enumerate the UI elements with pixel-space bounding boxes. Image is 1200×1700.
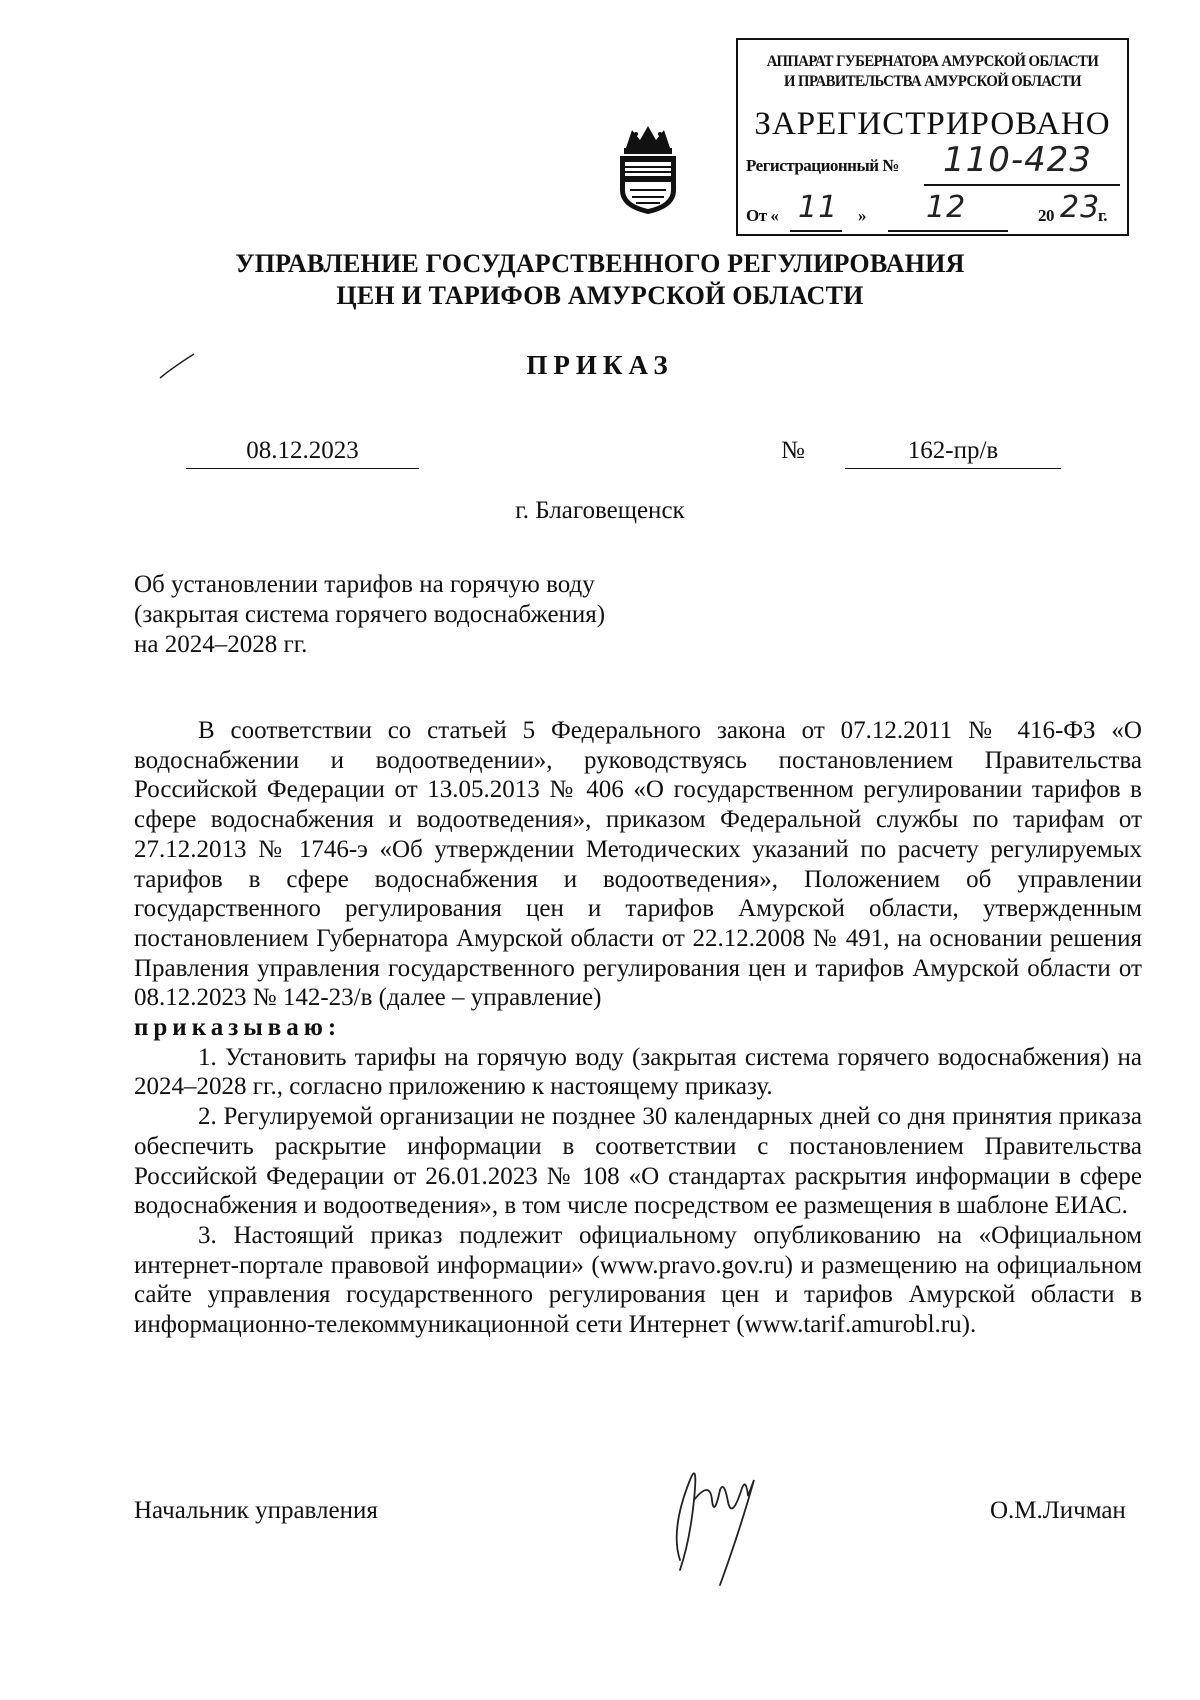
organization-name-line1: УПРАВЛЕНИЕ ГОСУДАРСТВЕННОГО РЕГУЛИРОВАНИЯ	[235, 249, 965, 278]
stamp-date-day: 11	[798, 190, 839, 225]
document-number: 162-пр/в	[845, 437, 1061, 469]
stamp-status: ЗАРЕГИСТРИРОВАНО	[754, 106, 1111, 142]
stamp-organization	[754, 52, 1112, 92]
organization-name-line2: ЦЕН И ТАРИФОВ АМУРСКОЙ ОБЛАСТИ	[336, 281, 864, 310]
stamp-date-year: 23	[1060, 190, 1101, 225]
item-2-paragraph: 2. Регулируемой организации не позднее 30 календарных дней со дня принятия приказа обеспечить раскрытие информации в соответствии с постановлением Правительства Российской Федерации от 26.01.2023 № 108 «О стандартах раскрытия информации в сфере водоснабжения и водоотведения», в том числе посредством ее размещения в шаблоне ЕИАС.	[134, 1103, 1142, 1220]
stamp-org-line1: АППАРАТ ГУБЕРНАТОРА АМУРСКОЙ ОБЛАСТИ	[766, 53, 1099, 70]
handwritten-signature-icon	[650, 1440, 780, 1590]
registration-stamp	[736, 38, 1129, 236]
document-date: 08.12.2023	[186, 437, 419, 469]
subject-line1: Об установлении тарифов на горячую воду	[134, 571, 595, 598]
number-sign: №	[781, 437, 805, 464]
document-city: г. Благовещенск	[515, 497, 685, 524]
stamp-day-underline	[790, 230, 842, 232]
signer-title: Начальник управления	[134, 1497, 378, 1524]
item-1-paragraph: 1. Установить тарифы на горячую воду (закрытая система горячего водоснабжения) на 2024–2028 гг., согласно приложению к настоящему приказу.	[134, 1043, 1142, 1101]
document-body	[134, 716, 1142, 1340]
subject-line2: (закрытая система горячего водоснабжения)	[134, 601, 606, 628]
stamp-regnum-label: Регистрационный №	[746, 156, 899, 175]
stamp-date-mid: »	[858, 206, 866, 225]
stamp-regnum-underline	[924, 184, 1120, 186]
subject-line3: на 2024–2028 гг.	[134, 631, 308, 658]
stamp-regnum-value: 110-423	[943, 140, 1093, 180]
item-3-paragraph: 3. Настоящий приказ подлежит официальному опубликованию на «Официальном интернет-портале правовой информации» (www.pravo.gov.ru) и размещению на официальном сайте управления государственного регулирования цен и тарифов Амурской области в информационно-телекоммуникационной сети Интернет (www.tarif.amurobl.ru).	[134, 1221, 1142, 1339]
coat-of-arms-icon	[612, 120, 684, 216]
document-type: ПРИКАЗ	[526, 350, 674, 380]
stamp-date-month: 12	[926, 190, 967, 225]
stamp-date-end: г.	[1098, 206, 1108, 225]
stamp-date-prefix: От «	[746, 206, 779, 225]
organization-name	[0, 248, 1200, 312]
stamp-org-line2: И ПРАВИТЕЛЬСТВА АМУРСКОЙ ОБЛАСТИ	[784, 73, 1081, 90]
preamble-paragraph: В соответствии со статьей 5 Федерального закона от 07.12.2011 № 416-ФЗ «О водоснабжении и водоотведении», руководствуясь постановлением Правительства Российской Федерации от 13.05.2013 № 406 «О государственном регулировании тарифов в сфере водоснабжения и водоотведения», приказом Федеральной службы по тарифам от 27.12.2013 № 1746-э «Об утверждении Методических указаний по расчету регулируемых тарифов в сфере водоснабжения и водоотведения», Положением об управлении государственного регулирования цен и тарифов Амурской области, утвержденным постановлением Губернатора Амурской области от 22.12.2008 № 491, на основании решения Правления управления государственного регулирования цен и тарифов Амурской области от 08.12.2023 № 142-23/в (далее – управление)	[134, 717, 1142, 1012]
stamp-date-year-prefix: 20	[1038, 206, 1054, 225]
signer-name: О.М.Личман	[990, 1497, 1126, 1524]
document-subject	[134, 570, 605, 660]
stamp-month-underline	[888, 230, 1008, 232]
order-word: приказываю:	[134, 1014, 342, 1042]
